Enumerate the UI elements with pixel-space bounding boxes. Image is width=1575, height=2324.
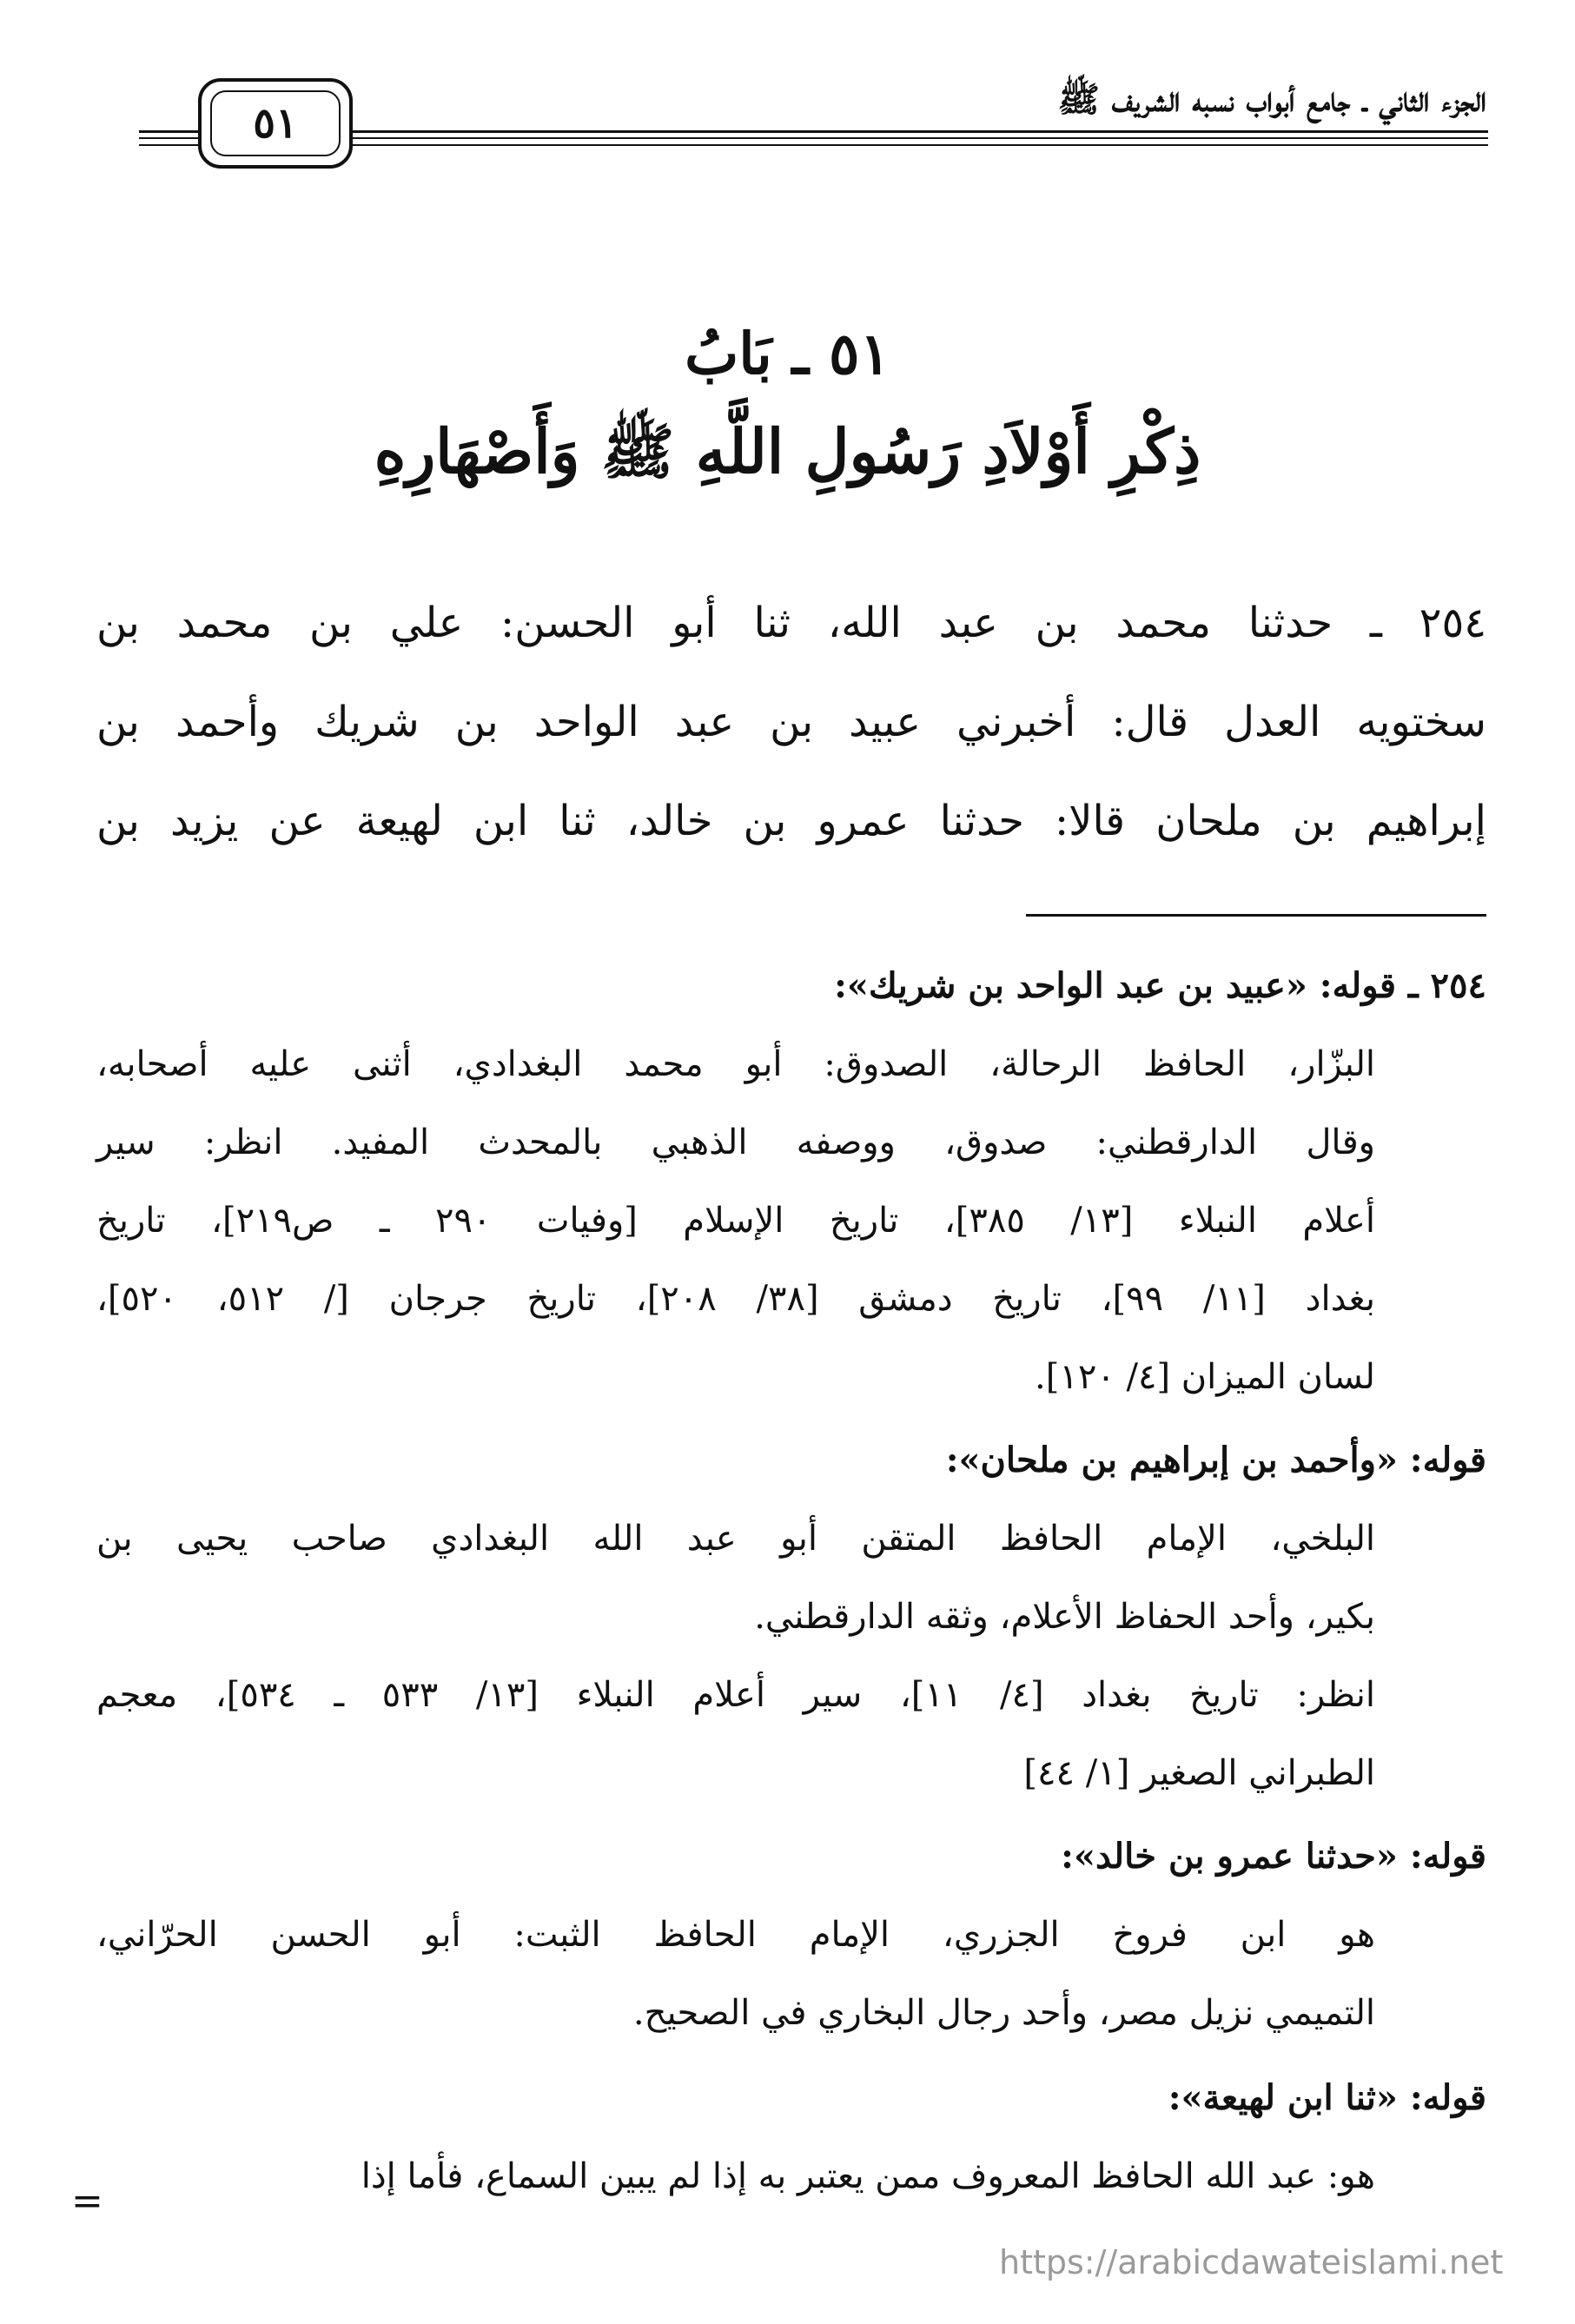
chapter-number: ٥١ ـ بَابُ (685, 320, 890, 387)
footnote-line: هو: عبد الله الحافظ المعروف ممن يعتبر به إذا لم يبين السماع، فأما إذا (361, 2156, 1375, 2196)
page-number-frame (198, 78, 353, 169)
chapter-title: ذِكْرِ أَوْلاَدِ رَسُولِ اللَّهِ ﷺ وَأَصْهَارِهِ (374, 415, 1201, 487)
footnote-heading: قوله: «وأحمد بن إبراهيم بن ملحان»: (945, 1440, 1486, 1480)
footnote-line: وقال الدارقطني: صدوق، ووصفه الذهبي بالمحدث المفيد. انظر: سير (96, 1122, 1375, 1162)
main-text (96, 573, 1486, 871)
watermark-url: https://arabicdawateislami.net (999, 2243, 1504, 2281)
footnote-line: لسان الميزان [٤/ ١٢٠]. (1035, 1357, 1375, 1397)
continuation-mark: = (71, 2179, 103, 2223)
main-text-line: ٢٥٤ ـ حدثنا محمد بن عبد الله، ثنا أبو الحسن: علي بن محمد بن (96, 599, 1486, 647)
footnote-line: أعلام النبلاء [١٣/ ٣٨٥]، تاريخ الإسلام [وفيات ٢٩٠ ـ ص٢١٩]، تاريخ (96, 1201, 1376, 1241)
footnote-separator (1026, 914, 1486, 917)
footnote-line: بكير، وأحد الحفاظ الأعلام، وثقه الدارقطني. (754, 1597, 1375, 1637)
footnote-heading: قوله: «حدثنا عمرو بن خالد»: (1061, 1836, 1486, 1877)
footnote-line: التميمي نزيل مصر، وأحد رجال البخاري في الصحيح. (632, 1993, 1375, 2033)
running-title: الجزء الثاني ـ جامع أبواب نسبه الشريف ﷺ (1057, 79, 1486, 120)
footnote-line: البزّار، الحافظ الرحالة، الصدوق: أبو محمد البغدادي، أثنى عليه أصحابه، (96, 1044, 1375, 1084)
footnote-ibn-lahia (96, 2059, 1486, 2215)
footnote-heading: ٢٥٤ ـ قوله: «عبيد بن عبد الواحد بن شريك»: (834, 965, 1486, 1006)
footnote-line: البلخي، الإمام الحافظ المتقن أبو عبد الله البغدادي صاحب يحيى بن (96, 1519, 1375, 1559)
footnote-line: بغداد [١١/ ٩٩]، تاريخ دمشق [٣٨/ ٢٠٨]، تاريخ جرجان [/ ٥١٢، ٥٢٠]، (96, 1279, 1375, 1319)
footnote-ubaid (96, 947, 1486, 1416)
footnote-line: هو ابن فروخ الجزري، الإمام الحافظ الثبت: أبو الحسن الحرّاني، (96, 1915, 1375, 1955)
footnote-line: انظر: تاريخ بغداد [٤/ ١١]، سير أعلام النبلاء [١٣/ ٥٣٣ ـ ٥٣٤]، معجم (96, 1675, 1376, 1715)
footnote-amr (96, 1817, 1486, 2052)
main-text-line: سختويه العدل قال: أخبرني عبيد بن عبد الواحد بن شريك وأحمد بن (96, 698, 1486, 746)
footnote-heading: قوله: «ثنا ابن لهيعة»: (1168, 2077, 1486, 2118)
footnote-line: الطبراني الصغير [١/ ٤٤] (1023, 1753, 1375, 1793)
footnote-ahmad (96, 1421, 1486, 1812)
main-text-line: إبراهيم بن ملحان قالا: حدثنا عمرو بن خالد، ثنا ابن لهيعة عن يزيد بن (96, 797, 1486, 845)
page-number: ٥١ (210, 90, 341, 156)
